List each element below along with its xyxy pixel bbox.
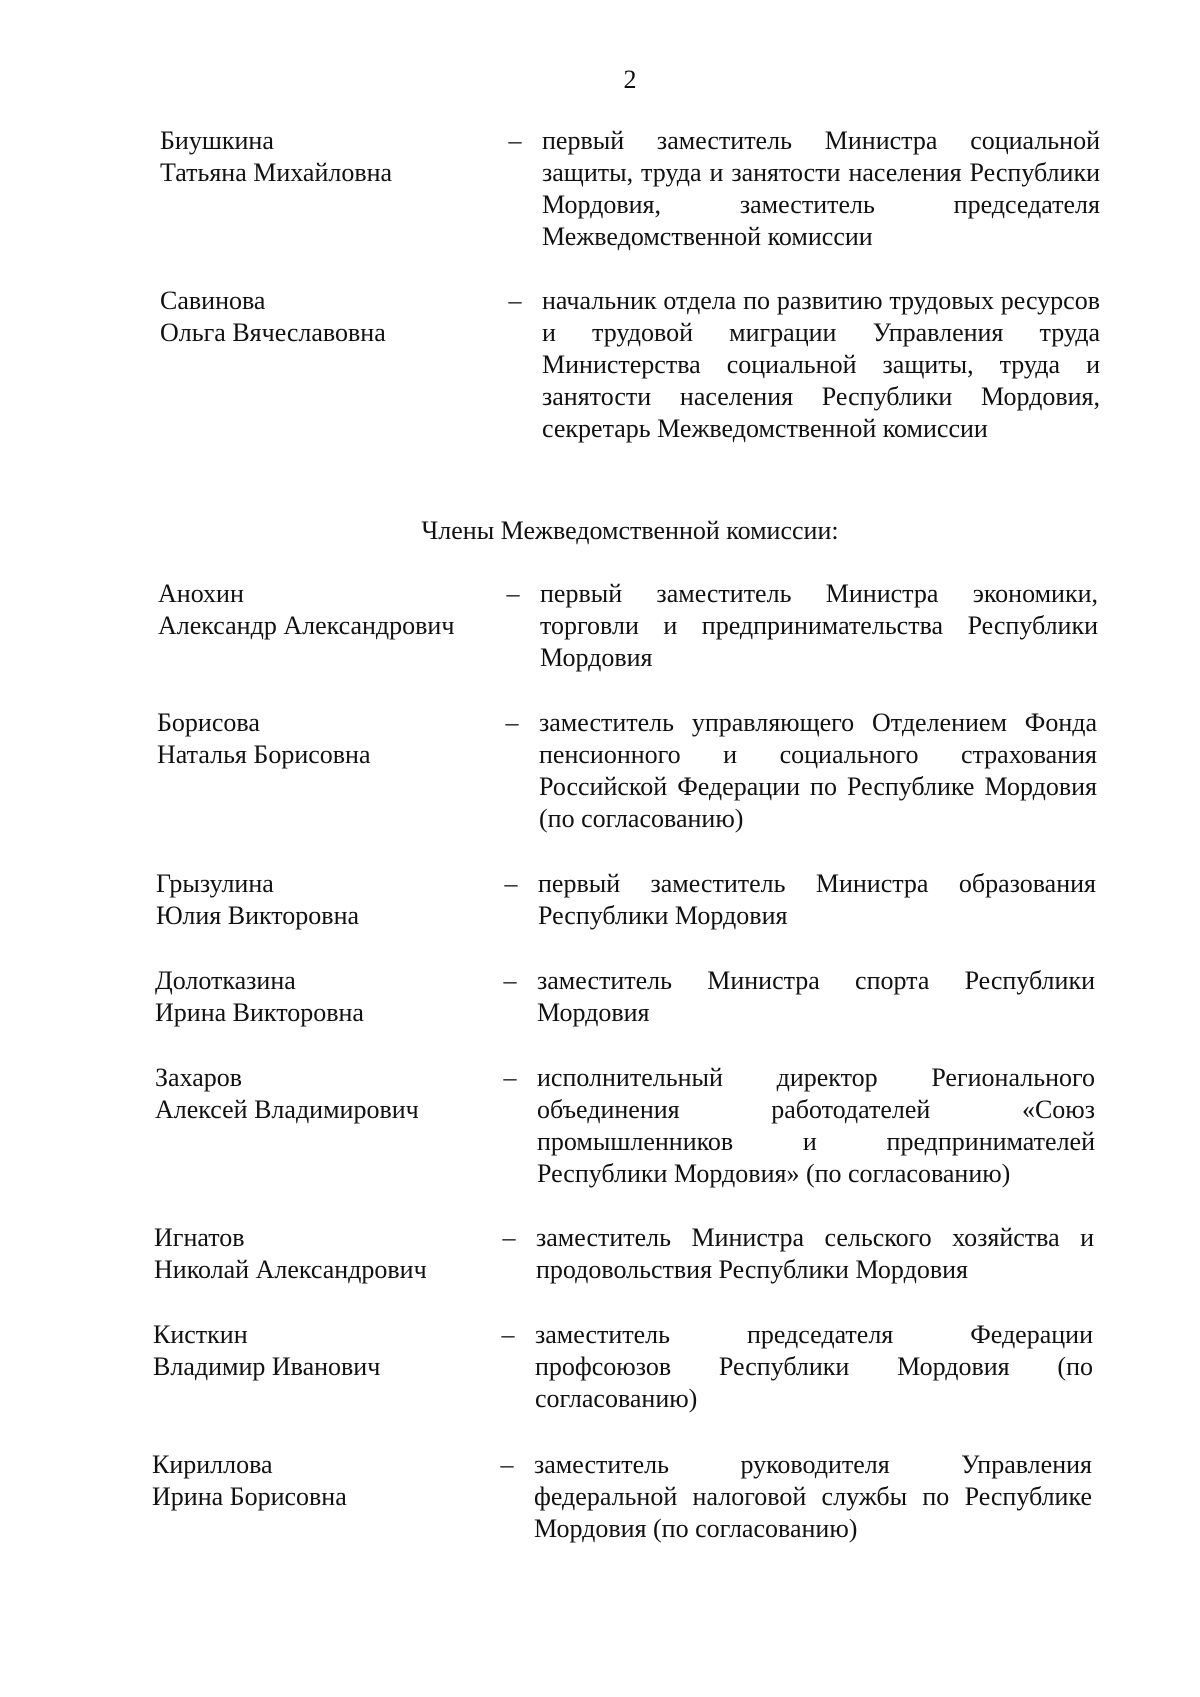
person-role: заместитель управляющего Отделением Фонда пенсионного и социального страхования Российской Федерации по Республике Мордовия (по согласованию) xyxy=(539,708,1097,833)
person-given-names: Юлия Викторовна xyxy=(156,901,360,930)
person-name xyxy=(155,1062,495,1126)
person-role: первый заместитель Министра образования Республики Мордовия xyxy=(538,869,1096,930)
person-name xyxy=(160,125,500,189)
person-name xyxy=(160,285,500,349)
dash-separator: – xyxy=(503,1063,517,1092)
person-surname: Грызулина xyxy=(156,869,274,898)
members-heading: Члены Межведомственной комиссии: xyxy=(421,516,839,545)
person-surname: Борисова xyxy=(157,708,260,737)
person-role: заместитель председателя Федерации профсоюзов Республики Мордовия (по согласованию) xyxy=(535,1320,1093,1413)
person-given-names: Наталья Борисовна xyxy=(157,740,371,769)
person-surname: Захаров xyxy=(155,1063,243,1092)
person-name xyxy=(158,578,498,642)
person-given-names: Алексей Владимирович xyxy=(155,1095,419,1124)
person-surname: Кисткин xyxy=(153,1320,248,1349)
person-surname: Игнатов xyxy=(154,1223,245,1252)
person-given-names: Ирина Викторовна xyxy=(155,998,364,1027)
dash-separator: – xyxy=(505,708,519,737)
dash-separator: – xyxy=(500,1450,514,1479)
person-surname: Кириллова xyxy=(152,1450,273,1479)
person-role: начальник отдела по развитию трудовых ресурсов и трудовой миграции Управления труда Министерства социальной защиты, труда и занятости населения Республики Мордовия, секретарь Межведомственной комиссии xyxy=(542,286,1100,443)
person-role: заместитель Министра спорта Республики Мордовия xyxy=(537,966,1095,1027)
person-name xyxy=(155,965,495,1029)
dash-separator: – xyxy=(502,1223,516,1252)
person-name xyxy=(152,1449,492,1513)
person-role: первый заместитель Министра экономики, торговли и предпринимательства Республики Мордовия xyxy=(540,579,1098,672)
dash-separator: – xyxy=(508,286,522,315)
person-given-names: Ольга Вячеславовна xyxy=(160,318,386,347)
person-name xyxy=(157,707,497,771)
dash-separator: – xyxy=(501,1320,515,1349)
person-given-names: Александр Александрович xyxy=(158,611,455,640)
person-name xyxy=(156,868,496,932)
dash-separator: – xyxy=(503,966,517,995)
person-surname: Анохин xyxy=(158,579,244,608)
dash-separator: – xyxy=(504,869,518,898)
person-name xyxy=(154,1222,494,1286)
person-surname: Долотказина xyxy=(155,966,296,995)
person-name xyxy=(153,1319,493,1383)
page-number: 2 xyxy=(623,65,637,94)
person-given-names: Николай Александрович xyxy=(154,1255,427,1284)
person-given-names: Владимир Иванович xyxy=(153,1352,381,1381)
person-given-names: Татьяна Михайловна xyxy=(160,158,393,187)
person-role: заместитель руководителя Управления федеральной налоговой службы по Республике Мордовия (по согласованию) xyxy=(534,1450,1092,1543)
person-surname: Савинова xyxy=(160,286,266,315)
person-surname: Биушкина xyxy=(160,126,274,155)
person-role: заместитель Министра сельского хозяйства и продовольствия Республики Мордовия xyxy=(536,1223,1094,1284)
person-role: исполнительный директор Регионального объединения работодателей «Союз промышленников и предпринимателей Республики Мордовия» (по согласованию) xyxy=(537,1063,1095,1188)
dash-separator: – xyxy=(506,579,520,608)
person-role: первый заместитель Министра социальной защиты, труда и занятости населения Республики Мордовия, заместитель председателя Межведомственной комиссии xyxy=(542,126,1100,251)
person-given-names: Ирина Борисовна xyxy=(152,1482,347,1511)
dash-separator: – xyxy=(508,126,522,155)
